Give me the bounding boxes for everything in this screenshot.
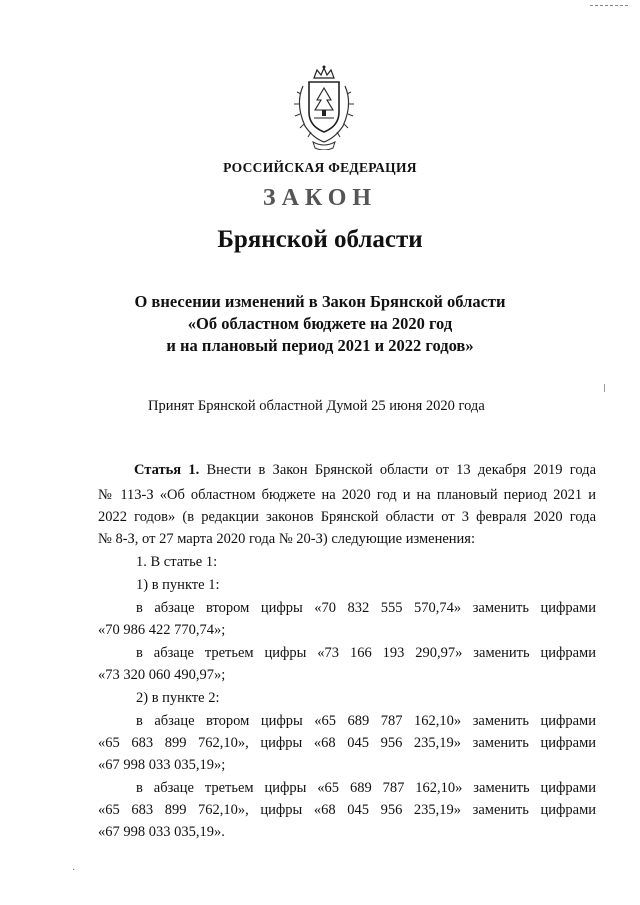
article-1-line-3: 2022 годов» (в редакции законов Брянской области от 3 февраля 2020 года	[98, 509, 596, 525]
scan-mark: ·	[72, 865, 76, 876]
law-title-line-1: О внесении изменений в Закон Брянской области	[134, 292, 506, 311]
scan-mark	[604, 384, 605, 392]
paragraph-b1-line-1: в абзаце втором цифры «65 689 787 162,10» заменить цифрами	[136, 713, 596, 729]
law-title-line-2: «Об областном бюджете на 2020 год	[187, 314, 453, 333]
subitem-1: 1) в пункте 1:	[136, 577, 220, 593]
coat-of-arms-emblem	[289, 64, 359, 150]
scan-mark	[590, 5, 628, 6]
paragraph-b1-line-2: «65 683 899 762,10», цифры «68 045 956 235,19» заменить цифрами	[98, 735, 596, 751]
paragraph-a2-line-1: в абзаце третьем цифры «73 166 193 290,97» заменить цифрами	[136, 645, 596, 661]
item-1: 1. В статье 1:	[136, 554, 218, 570]
paragraph-b2-line-3: «67 998 033 035,19».	[98, 824, 225, 840]
article-1-line-1	[98, 461, 596, 479]
subitem-2: 2) в пункте 2:	[136, 690, 220, 706]
article-1-line-4: № 8-З, от 27 марта 2020 года № 20-З) следующие изменения:	[98, 531, 475, 547]
article-1-line-2: № 113-З «Об областном бюджете на 2020 год и на плановый период 2021 и	[98, 487, 596, 503]
region-heading: Брянской области	[217, 226, 423, 253]
paragraph-b1-line-3: «67 998 033 035,19»;	[98, 757, 226, 773]
paragraph-a2-line-2: «73 320 060 490,97»;	[98, 667, 226, 683]
paragraph-a1-line-1: в абзаце втором цифры «70 832 555 570,74» заменить цифрами	[136, 600, 596, 616]
paragraph-a1-line-2: «70 986 422 770,74»;	[98, 622, 226, 638]
paragraph-b2-line-1: в абзаце третьем цифры «65 689 787 162,10» заменить цифрами	[136, 780, 596, 796]
federation-heading: РОССИЙСКАЯ ФЕДЕРАЦИЯ	[223, 160, 417, 175]
paragraph-b2-line-2: «65 683 899 762,10», цифры «68 045 956 235,19» заменить цифрами	[98, 802, 596, 818]
law-title-line-3: и на плановый период 2021 и 2022 годов»	[166, 336, 474, 355]
adoption-note: Принят Брянской областной Думой 25 июня 2020 года	[148, 398, 485, 414]
article-text: Внести в Закон Брянской области от 13 декабря 2019 года	[199, 462, 597, 478]
law-heading: ЗАКОН	[262, 185, 378, 211]
article-label: Статья 1.	[134, 462, 200, 478]
